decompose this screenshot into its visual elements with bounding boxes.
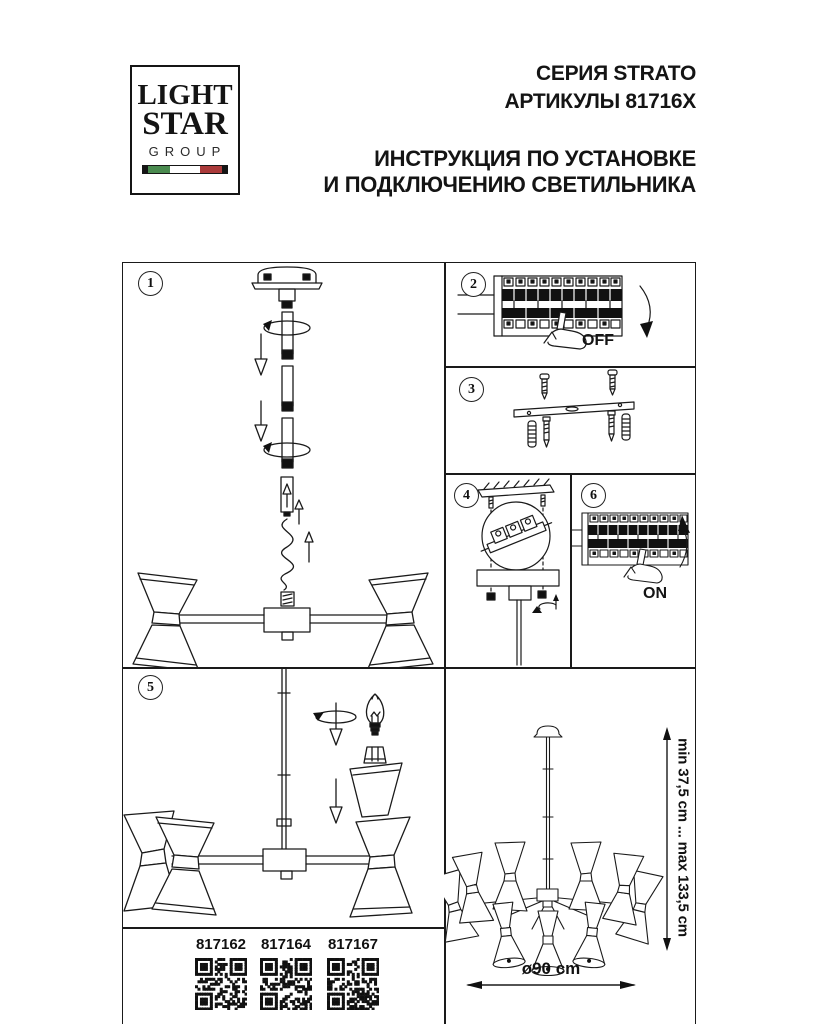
article-number: 817162 — [195, 936, 247, 953]
upper-cone-shade-icon — [350, 763, 402, 817]
diameter-label: ø90 cm — [521, 959, 581, 978]
screw-icon — [608, 370, 617, 395]
step-5-panel — [122, 667, 444, 927]
step-6-panel — [570, 473, 696, 667]
shade-bulb-assembly-diagram — [122, 667, 444, 927]
step-2-badge: 2 — [461, 272, 486, 297]
chandelier-icon — [444, 726, 665, 976]
qr-section — [122, 927, 444, 1024]
logo-word-star: STAR — [142, 106, 228, 142]
article-block — [321, 936, 385, 1010]
series-title: СЕРИЯ STRATO — [536, 62, 696, 85]
mounting-bar-icon — [514, 402, 634, 417]
qr-code — [327, 958, 379, 1010]
rotate-down-arrow-icon — [640, 286, 653, 338]
qr-code — [195, 958, 247, 1010]
article-number: 817164 — [260, 936, 312, 953]
italian-flag-bar — [142, 165, 228, 174]
step-4-badge: 4 — [454, 483, 479, 508]
wall-plug-icon — [622, 414, 630, 440]
candle-bulb-icon — [366, 694, 383, 735]
article-block — [189, 936, 253, 1010]
fixture-body-icon — [133, 573, 433, 667]
screw-icon — [543, 417, 550, 447]
rod-assembly-diagram — [122, 262, 444, 667]
article-number: 817167 — [327, 936, 379, 953]
rotate-insert-arrow-icon — [313, 703, 356, 745]
ceiling-canopy-icon — [252, 267, 322, 308]
lower-shade-icon — [350, 817, 412, 917]
canopy-plate-icon — [477, 570, 559, 665]
instruction-title-line2: И ПОДКЛЮЧЕНИЮ СВЕТИЛЬНИКА — [323, 172, 696, 197]
step-4-panel — [444, 473, 570, 667]
rod-sections-icon — [255, 312, 310, 516]
down-arrow-icon — [330, 779, 342, 823]
dimensions-panel — [444, 667, 696, 1024]
height-range-label: min 37,5 cm ... max 133,5 cm — [674, 738, 692, 937]
step-3-badge: 3 — [459, 377, 484, 402]
articles-title: АРТИКУЛЫ 81716X — [504, 90, 696, 113]
screw-icon — [608, 411, 615, 441]
step-1-panel — [122, 262, 444, 667]
qr-code — [260, 958, 312, 1010]
left-shades-icon — [124, 811, 216, 915]
article-block — [254, 936, 318, 1010]
off-label: OFF — [582, 332, 614, 349]
step-2-panel — [444, 262, 696, 366]
logo-word-group: GROUP — [148, 144, 227, 159]
lightstar-logo — [130, 65, 240, 195]
diameter-dimension-arrow — [466, 981, 636, 989]
socket-ring-icon — [364, 747, 386, 763]
instruction-title-line1: ИНСТРУКЦИЯ ПО УСТАНОВКЕ — [374, 146, 696, 171]
step-3-panel — [444, 366, 696, 473]
wall-plug-icon — [528, 421, 536, 447]
step-1-badge: 1 — [138, 271, 163, 296]
logo-word-light: LIGHT — [137, 79, 233, 111]
screw-icon — [540, 374, 549, 399]
height-dimension-arrow — [663, 727, 671, 951]
on-label: ON — [643, 585, 667, 602]
circuit-breaker-icon — [571, 513, 688, 565]
step-6-badge: 6 — [581, 483, 606, 508]
terminal-block-magnifier-icon — [476, 502, 554, 570]
step-5-badge: 5 — [138, 675, 163, 700]
